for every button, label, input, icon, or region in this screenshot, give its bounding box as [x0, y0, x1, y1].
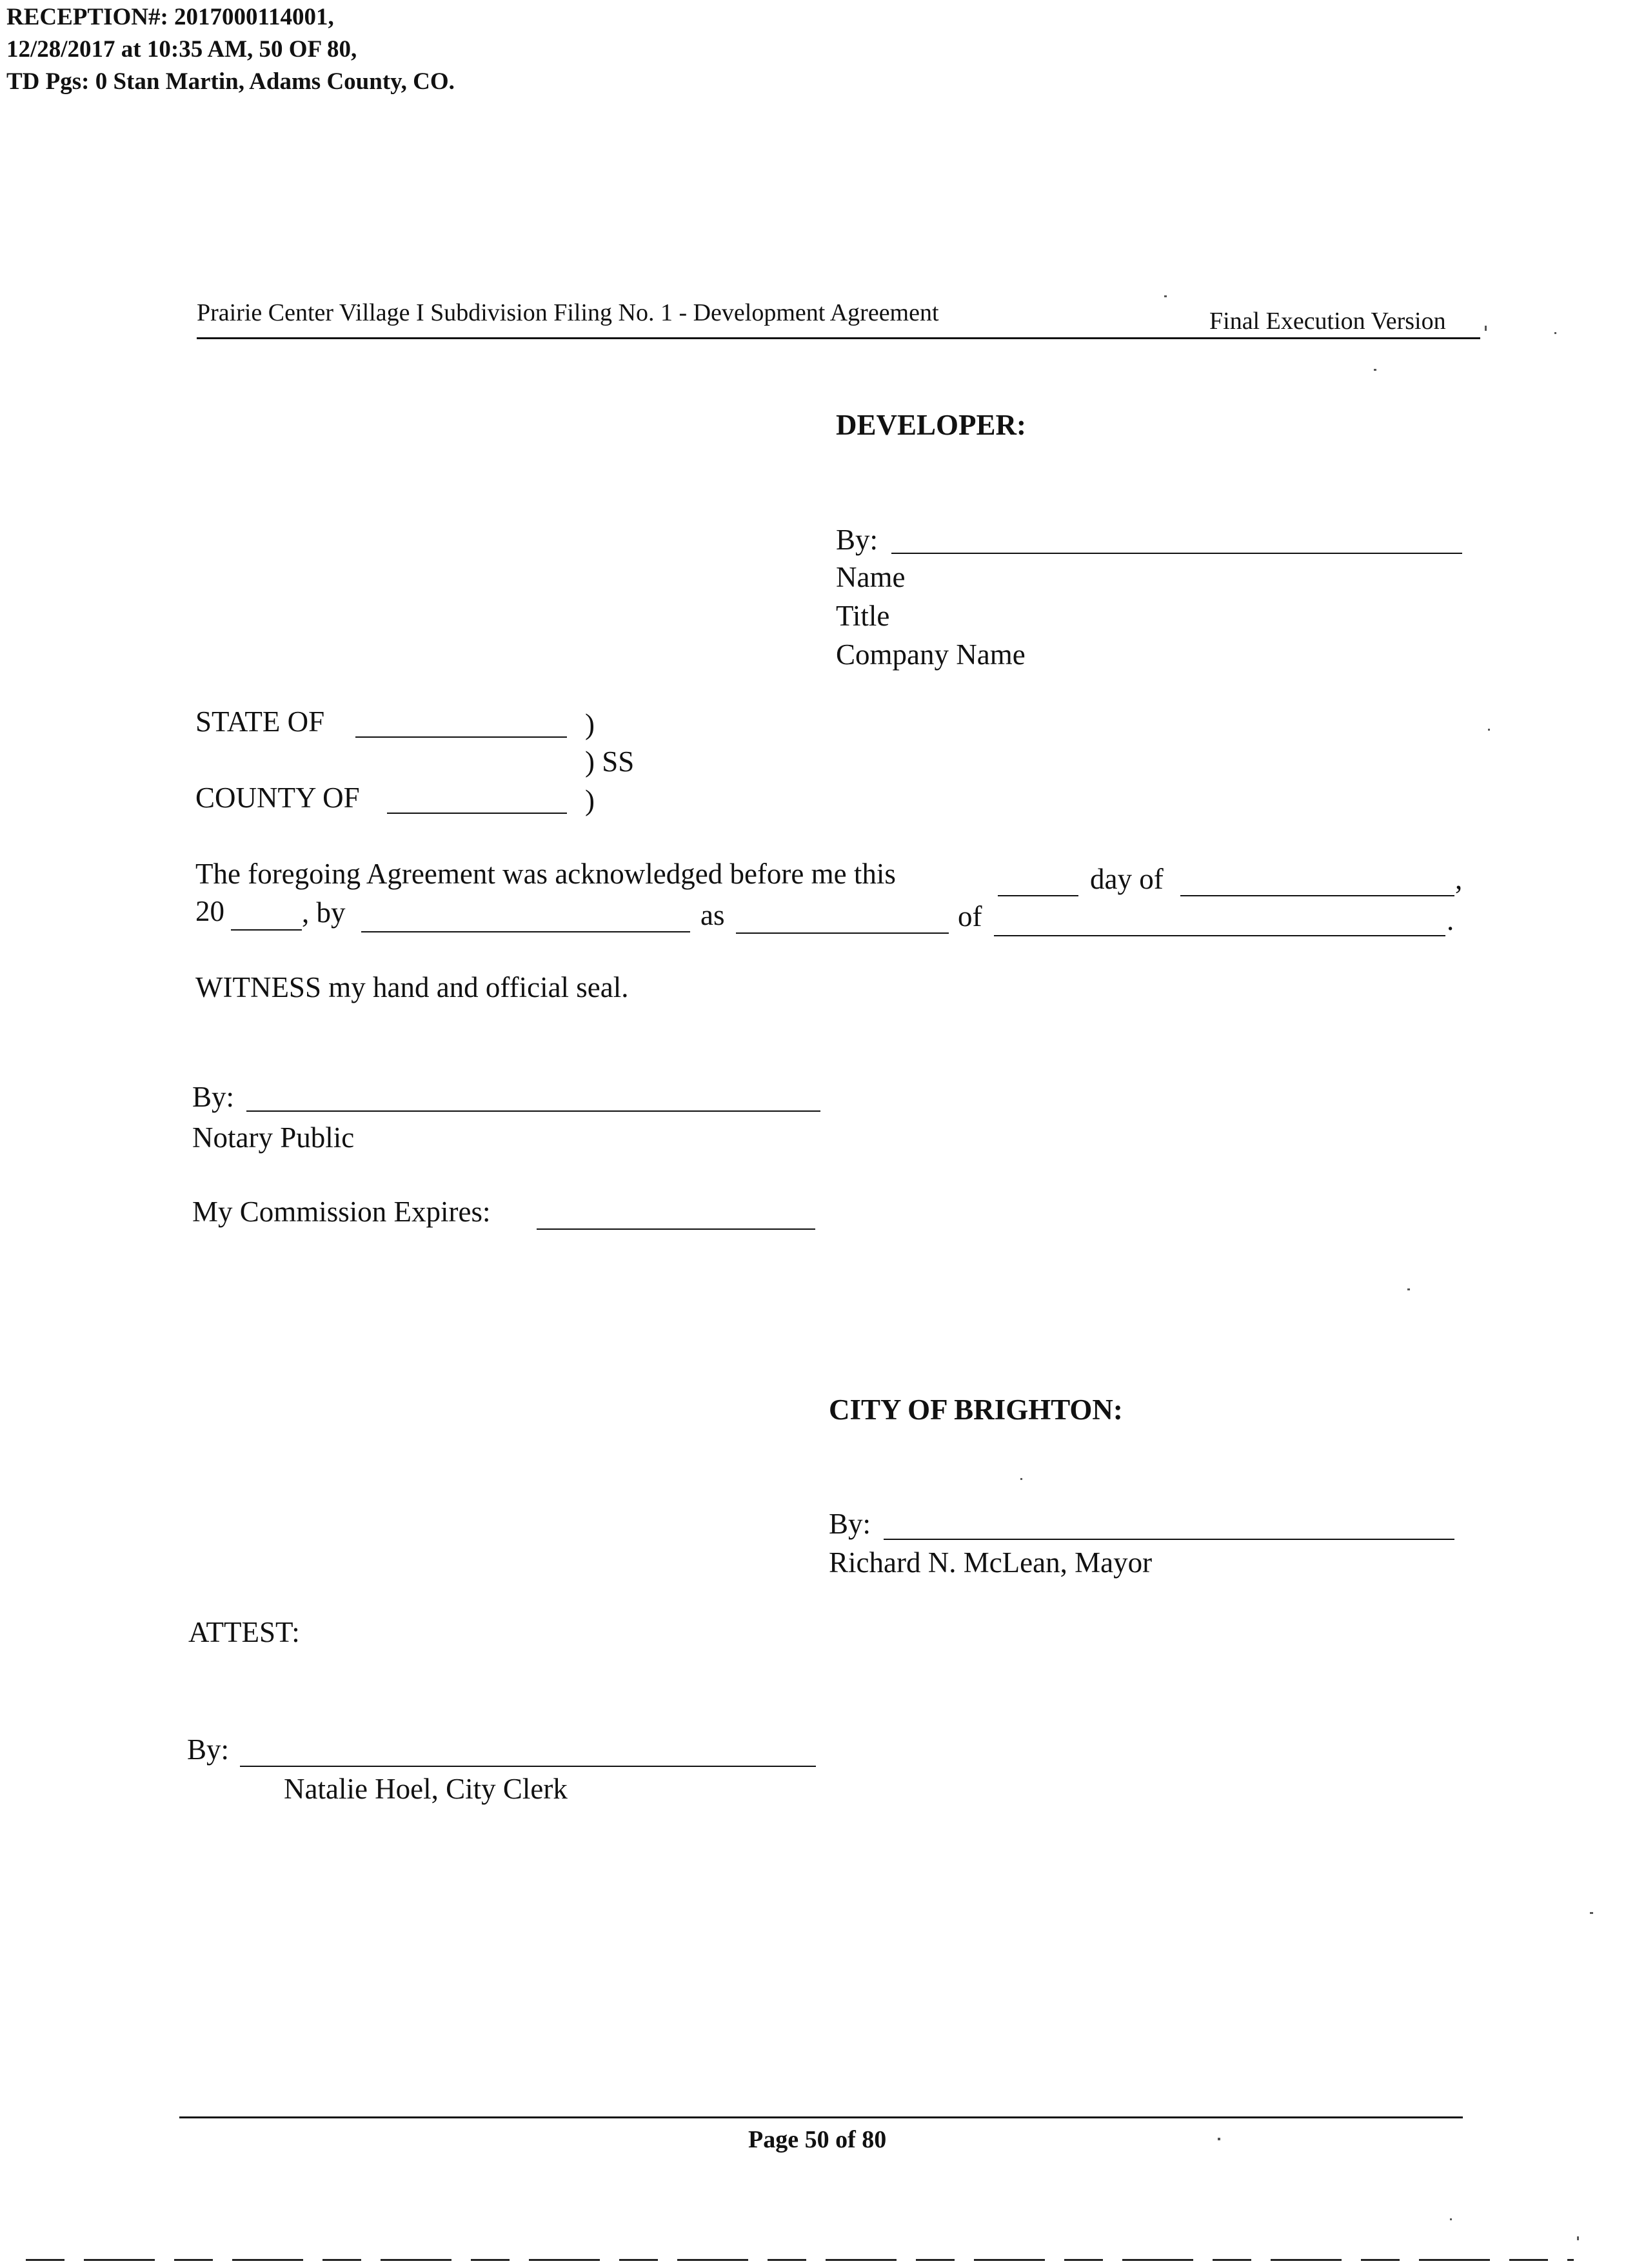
city-by-label: By:	[829, 1508, 871, 1540]
commission-expires-line	[537, 1228, 815, 1230]
mayor-signature-line	[884, 1539, 1454, 1540]
county-of-label: COUNTY OF	[195, 782, 360, 814]
ack-text-5: , by	[302, 896, 346, 929]
developer-signature-line	[891, 553, 1462, 554]
ack-name-blank	[361, 931, 690, 932]
ack-text-7: of	[958, 900, 982, 932]
ack-capacity-blank	[736, 932, 949, 934]
clerk-signature-line	[240, 1766, 816, 1767]
scan-speck	[1485, 326, 1487, 331]
ack-entity-blank	[994, 935, 1445, 936]
county-paren: )	[585, 784, 595, 816]
mayor-name: Richard N. McLean, Mayor	[829, 1546, 1153, 1579]
notary-public-label: Notary Public	[192, 1121, 355, 1154]
scan-speck	[1590, 1912, 1593, 1914]
ack-text-1: The foregoing Agreement was acknowledged before me this	[195, 858, 896, 890]
developer-company-label: Company Name	[836, 638, 1026, 671]
ack-text-8: .	[1447, 904, 1454, 936]
ack-text-2: day of	[1090, 863, 1164, 895]
ack-day-blank	[998, 895, 1078, 896]
scan-speck	[1554, 332, 1556, 334]
county-blank	[387, 813, 567, 814]
notary-signature-line	[246, 1110, 820, 1112]
ack-year-blank	[231, 929, 302, 931]
notary-by-label: By:	[192, 1081, 235, 1113]
ack-text-3: ,	[1455, 863, 1463, 895]
scan-speck	[1450, 2218, 1452, 2220]
state-of-label: STATE OF	[195, 705, 325, 738]
scan-artifact-line	[26, 2259, 1574, 2261]
ss-label: ) SS	[585, 745, 635, 778]
recorder-info: TD Pgs: 0 Stan Martin, Adams County, CO.	[6, 68, 455, 95]
recording-datetime: 12/28/2017 at 10:35 AM, 50 OF 80,	[6, 36, 357, 63]
city-heading: CITY OF BRIGHTON:	[829, 1394, 1123, 1426]
scan-speck	[1374, 369, 1376, 371]
scan-speck	[1218, 2138, 1220, 2140]
scan-speck	[1577, 2236, 1579, 2240]
ack-month-blank	[1180, 895, 1454, 896]
developer-heading: DEVELOPER:	[836, 409, 1027, 441]
page-number: Page 50 of 80	[748, 2126, 887, 2153]
commission-expires-label: My Commission Expires:	[192, 1196, 491, 1228]
attest-by-label: By:	[187, 1733, 230, 1766]
clerk-name: Natalie Hoel, City Clerk	[284, 1773, 568, 1805]
document-header-version: Final Execution Version	[1209, 308, 1446, 335]
developer-by-label: By:	[836, 524, 878, 556]
scan-speck	[1488, 729, 1490, 731]
state-blank	[355, 736, 567, 738]
attest-heading: ATTEST:	[188, 1616, 300, 1648]
state-paren: )	[585, 708, 595, 740]
reception-number: RECEPTION#: 2017000114001,	[6, 4, 334, 30]
header-rule	[197, 337, 1480, 339]
ack-text-4: 20	[195, 895, 224, 927]
witness-statement: WITNESS my hand and official seal.	[195, 971, 629, 1003]
scan-speck	[1020, 1478, 1022, 1480]
footer-rule	[179, 2116, 1463, 2118]
document-header-title: Prairie Center Village I Subdivision Filing No. 1 - Development Agreement	[197, 299, 939, 326]
developer-name-label: Name	[836, 561, 906, 593]
developer-title-label: Title	[836, 600, 890, 632]
scan-speck	[1164, 295, 1167, 297]
ack-text-6: as	[700, 899, 725, 931]
scan-speck	[1407, 1288, 1410, 1290]
